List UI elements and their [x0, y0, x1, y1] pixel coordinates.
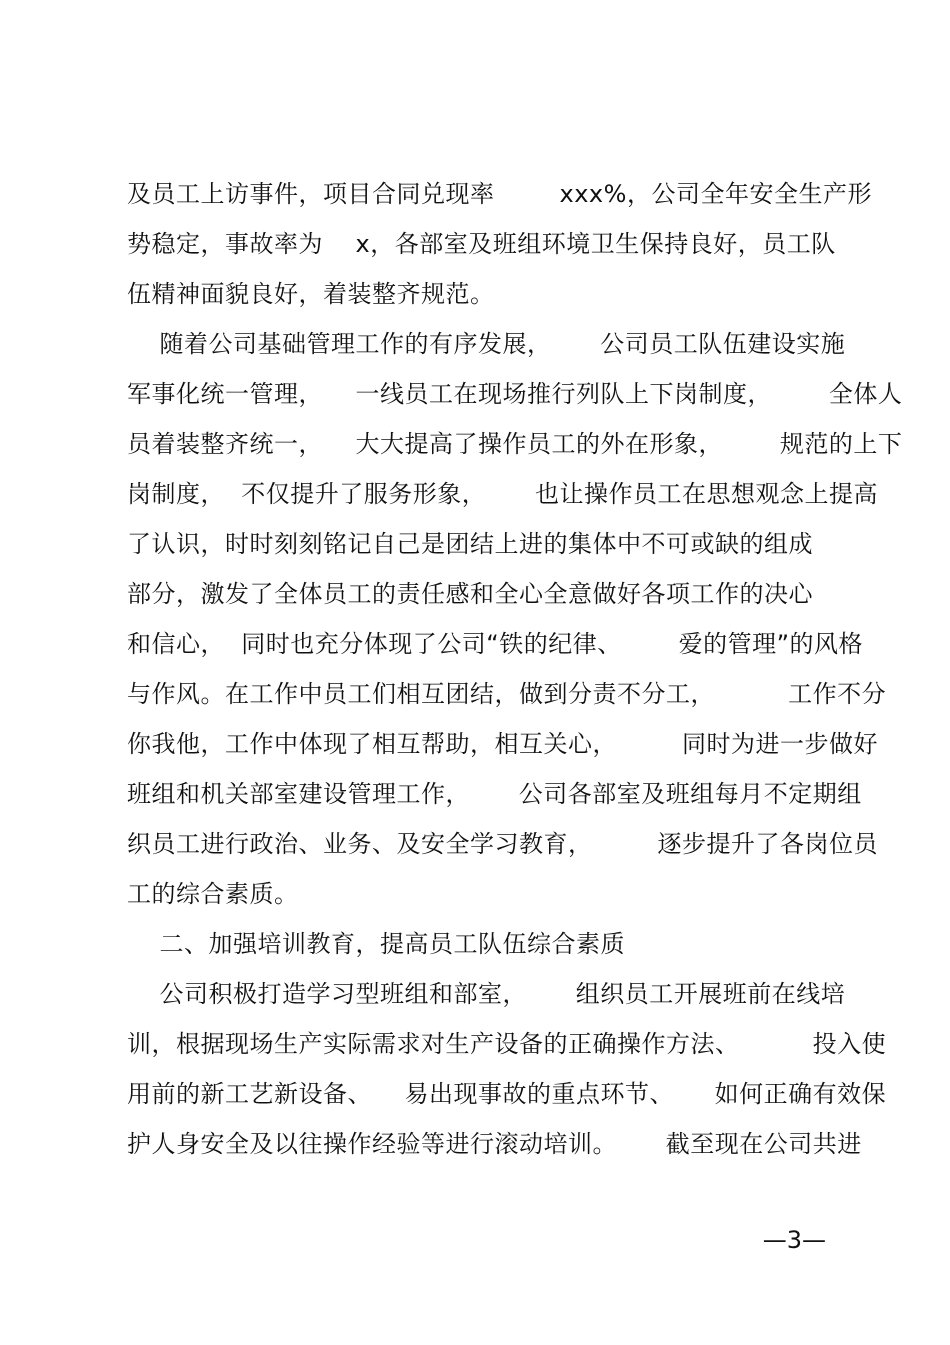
text-line: 训，根据现场生产实际需求对生产设备的正确操作方法、 投入使 — [127, 1030, 887, 1058]
text-line: 岗制度， 不仅提升了服务形象， 也让操作员工在思想观念上提高 — [127, 480, 879, 508]
page-number: —3— — [762, 1226, 826, 1254]
text-line: 织员工进行政治、业务、及安全学习教育， 逐步提升了各岗位员 — [127, 830, 879, 858]
text-line: 与作风。在工作中员工们相互团结，做到分责不分工， 工作不分 — [127, 680, 887, 708]
text-line: 部分，激发了全体员工的责任感和全心全意做好各项工作的决心 — [127, 580, 813, 608]
text-line: 了认识，时时刻刻铭记自己是团结上进的集体中不可或缺的组成 — [127, 530, 813, 558]
text-line: 用前的新工艺新设备、 易出现事故的重点环节、 如何正确有效保 — [127, 1080, 887, 1108]
text-line: 军事化统一管理， 一线员工在现场推行列队上下岗制度， 全体人 — [127, 380, 903, 408]
text-line: 势稳定，事故率为 x，各部室及班组环境卫生保持良好，员工队 — [127, 230, 836, 258]
section-heading: 二、加强培训教育，提高员工队伍综合素质 — [127, 930, 626, 958]
text-line: 和信心， 同时也充分体现了公司“铁的纪律、 爱的管理”的风格 — [127, 630, 864, 658]
text-line: 你我他，工作中体现了相互帮助，相互关心， 同时为进一步做好 — [127, 730, 879, 758]
text-line: 公司积极打造学习型班组和部室， 组织员工开展班前在线培 — [127, 980, 846, 1008]
text-line: 员着装整齐统一， 大大提高了操作员工的外在形象， 规范的上下 — [127, 430, 903, 458]
text-line: 护人身安全及以往操作经验等进行滚动培训。 截至现在公司共进 — [127, 1130, 862, 1158]
text-line: 及员工上访事件，项目合同兑现率 xxx%，公司全年安全生产形 — [127, 180, 872, 208]
text-line: 随着公司基础管理工作的有序发展， 公司员工队伍建设实施 — [127, 330, 846, 358]
text-line: 伍精神面貌良好，着装整齐规范。 — [127, 280, 495, 308]
text-line: 工的综合素质。 — [127, 880, 299, 908]
text-line: 班组和机关部室建设管理工作， 公司各部室及班组每月不定期组 — [127, 780, 862, 808]
